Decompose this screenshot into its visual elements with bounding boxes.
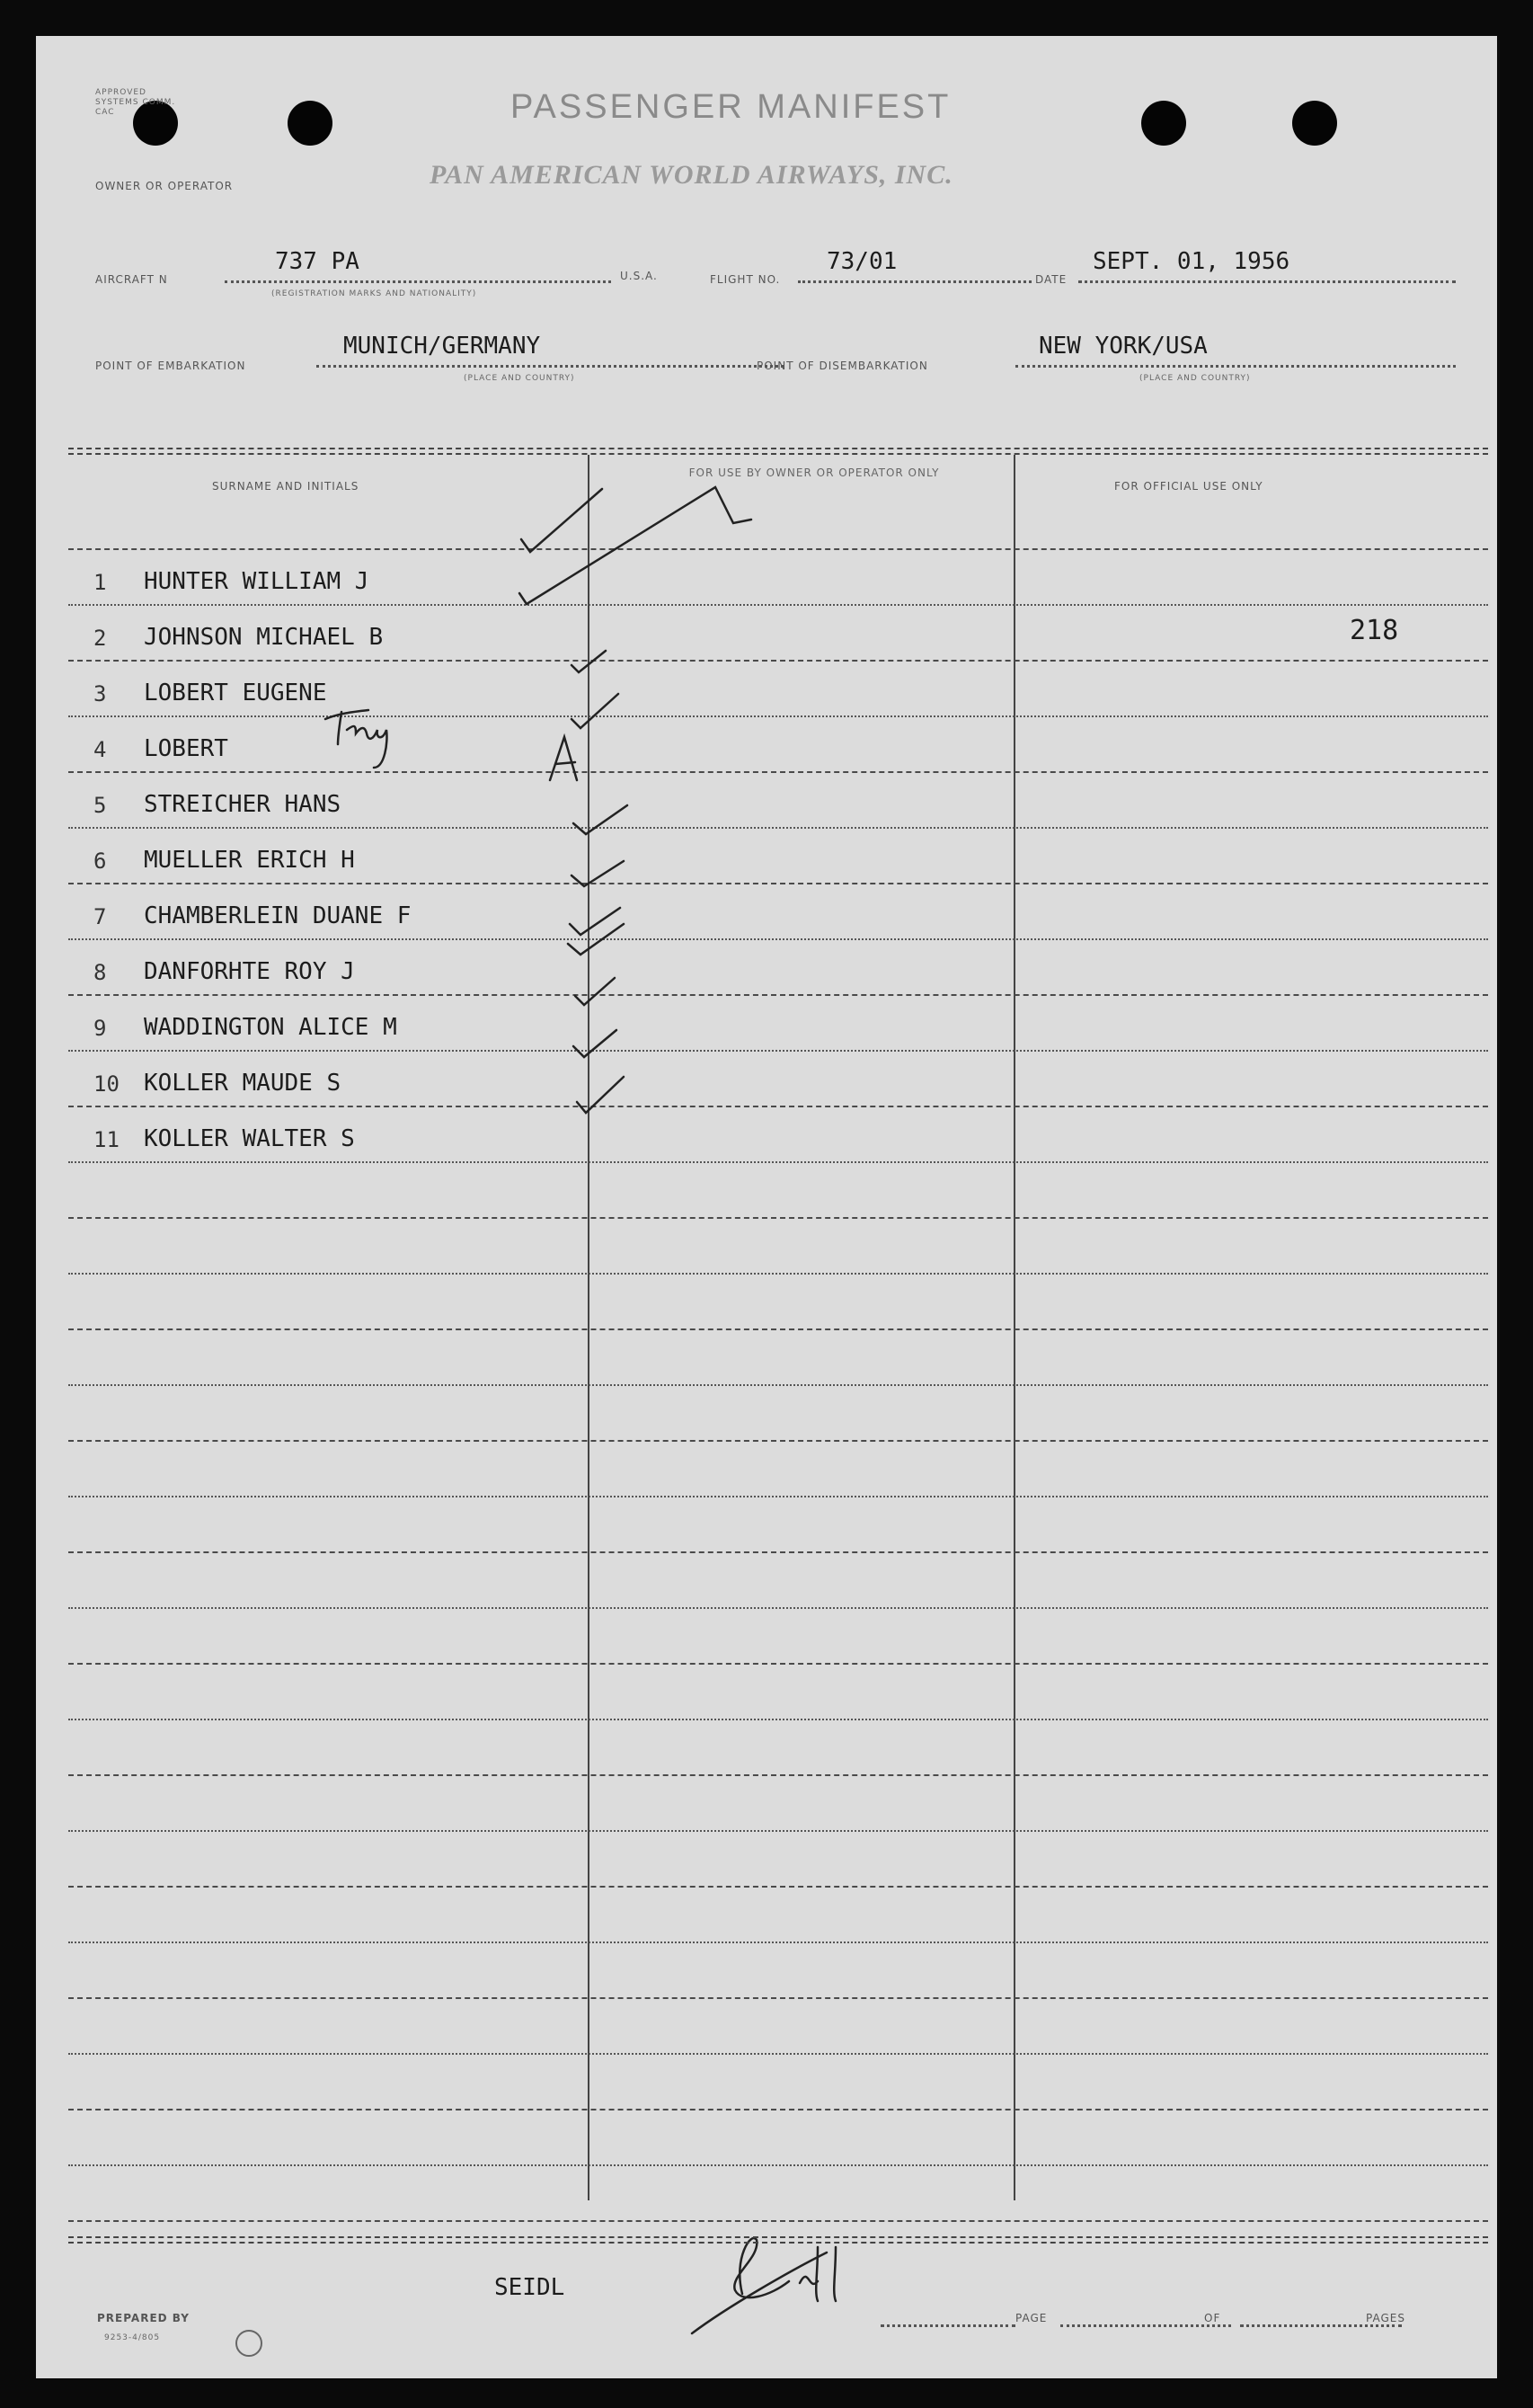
checkmark	[521, 489, 602, 552]
flight-number: 73/01	[827, 248, 898, 275]
embarkation-value: MUNICH/GERMANY	[343, 333, 541, 360]
aircraft-label: AIRCRAFT N	[95, 273, 168, 286]
passenger-number: 2	[93, 626, 107, 651]
disembarkation-value: NEW YORK/USA	[1039, 333, 1208, 360]
checkmark	[519, 487, 751, 604]
airline-name: PAN AMERICAN WORLD AIRWAYS, INC.	[430, 160, 953, 190]
passenger-number: 6	[93, 849, 107, 874]
passenger-number: 3	[93, 681, 107, 706]
passenger-number: 8	[93, 960, 107, 985]
disembarkation-sublabel: (PLACE AND COUNTRY)	[1139, 374, 1251, 383]
handwritten-a	[550, 737, 577, 780]
date-value: SEPT. 01, 1956	[1093, 248, 1290, 275]
union-bug-icon	[235, 2330, 262, 2357]
passenger-name: JOHNSON MICHAEL B	[144, 624, 384, 651]
official-use-value: 218	[1350, 615, 1399, 646]
handwritten-marks	[36, 36, 1497, 2378]
prepared-by-label: PREPARED BY	[97, 2312, 190, 2324]
usa-label: U.S.A.	[620, 270, 658, 282]
page-label: PAGE	[1015, 2312, 1048, 2324]
field-line	[881, 2324, 1015, 2327]
signature	[692, 2238, 836, 2333]
passenger-name: DANFORHTE ROY J	[144, 958, 355, 985]
passenger-name: WADDINGTON ALICE M	[144, 1014, 397, 1041]
checkmark	[575, 978, 615, 1005]
passenger-number: 5	[93, 793, 107, 818]
passenger-name: KOLLER MAUDE S	[144, 1070, 341, 1097]
checkmark	[577, 1077, 624, 1113]
manifest-sheet	[36, 36, 1497, 2378]
flight-label: FLIGHT NO.	[710, 273, 781, 286]
passenger-name: LOBERT	[144, 735, 228, 762]
checkmark	[572, 861, 624, 886]
field-line	[1240, 2324, 1402, 2327]
passenger-number: 1	[93, 570, 107, 595]
passenger-number: 11	[93, 1127, 120, 1152]
table-bottom-rule	[68, 2242, 1488, 2244]
approval-stamp: APPROVED SYSTEMS COMM. CAC	[95, 88, 176, 117]
prepared-by-value: SEIDL	[494, 2274, 565, 2301]
aircraft-sublabel: (REGISTRATION MARKS AND NATIONALITY)	[271, 289, 477, 298]
passenger-name: CHAMBERLEIN DUANE F	[144, 902, 412, 929]
checkmark	[568, 908, 624, 955]
field-line	[1060, 2324, 1231, 2327]
passenger-name: MUELLER ERICH H	[144, 847, 355, 874]
table-bottom-rule	[68, 2236, 1488, 2238]
passenger-name: LOBERT EUGENE	[144, 680, 327, 706]
form-code: 9253-4/805	[104, 2333, 161, 2342]
date-label: DATE	[1035, 273, 1068, 286]
aircraft-value: 737 PA	[275, 248, 359, 275]
passenger-number: 7	[93, 904, 107, 929]
handwritten-trudy	[325, 710, 386, 768]
passenger-name: KOLLER WALTER S	[144, 1125, 355, 1152]
passenger-name: STREICHER HANS	[144, 791, 341, 818]
checkmark	[572, 651, 606, 672]
checkmark	[573, 1030, 616, 1057]
passenger-number: 10	[93, 1071, 120, 1097]
col-header-surname: SURNAME AND INITIALS	[212, 480, 359, 493]
passenger-name: HUNTER WILLIAM J	[144, 568, 369, 595]
passenger-number: 9	[93, 1016, 107, 1041]
of-label: OF	[1204, 2312, 1221, 2324]
pages-label: PAGES	[1366, 2312, 1405, 2324]
embarkation-sublabel: (PLACE AND COUNTRY)	[464, 374, 575, 383]
owner-label: OWNER OR OPERATOR	[95, 180, 234, 192]
checkmark	[573, 805, 627, 834]
col-header-official-use: FOR OFFICIAL USE ONLY	[1114, 480, 1263, 493]
embarkation-label: POINT OF EMBARKATION	[95, 360, 246, 372]
checkmark	[572, 694, 618, 728]
passenger-number: 4	[93, 737, 107, 762]
col-header-owner-use: FOR USE BY OWNER OR OPERATOR ONLY	[688, 466, 940, 479]
disembarkation-label: POINT OF DISEMBARKATION	[757, 360, 928, 372]
page-title: PASSENGER MANIFEST	[510, 88, 952, 126]
